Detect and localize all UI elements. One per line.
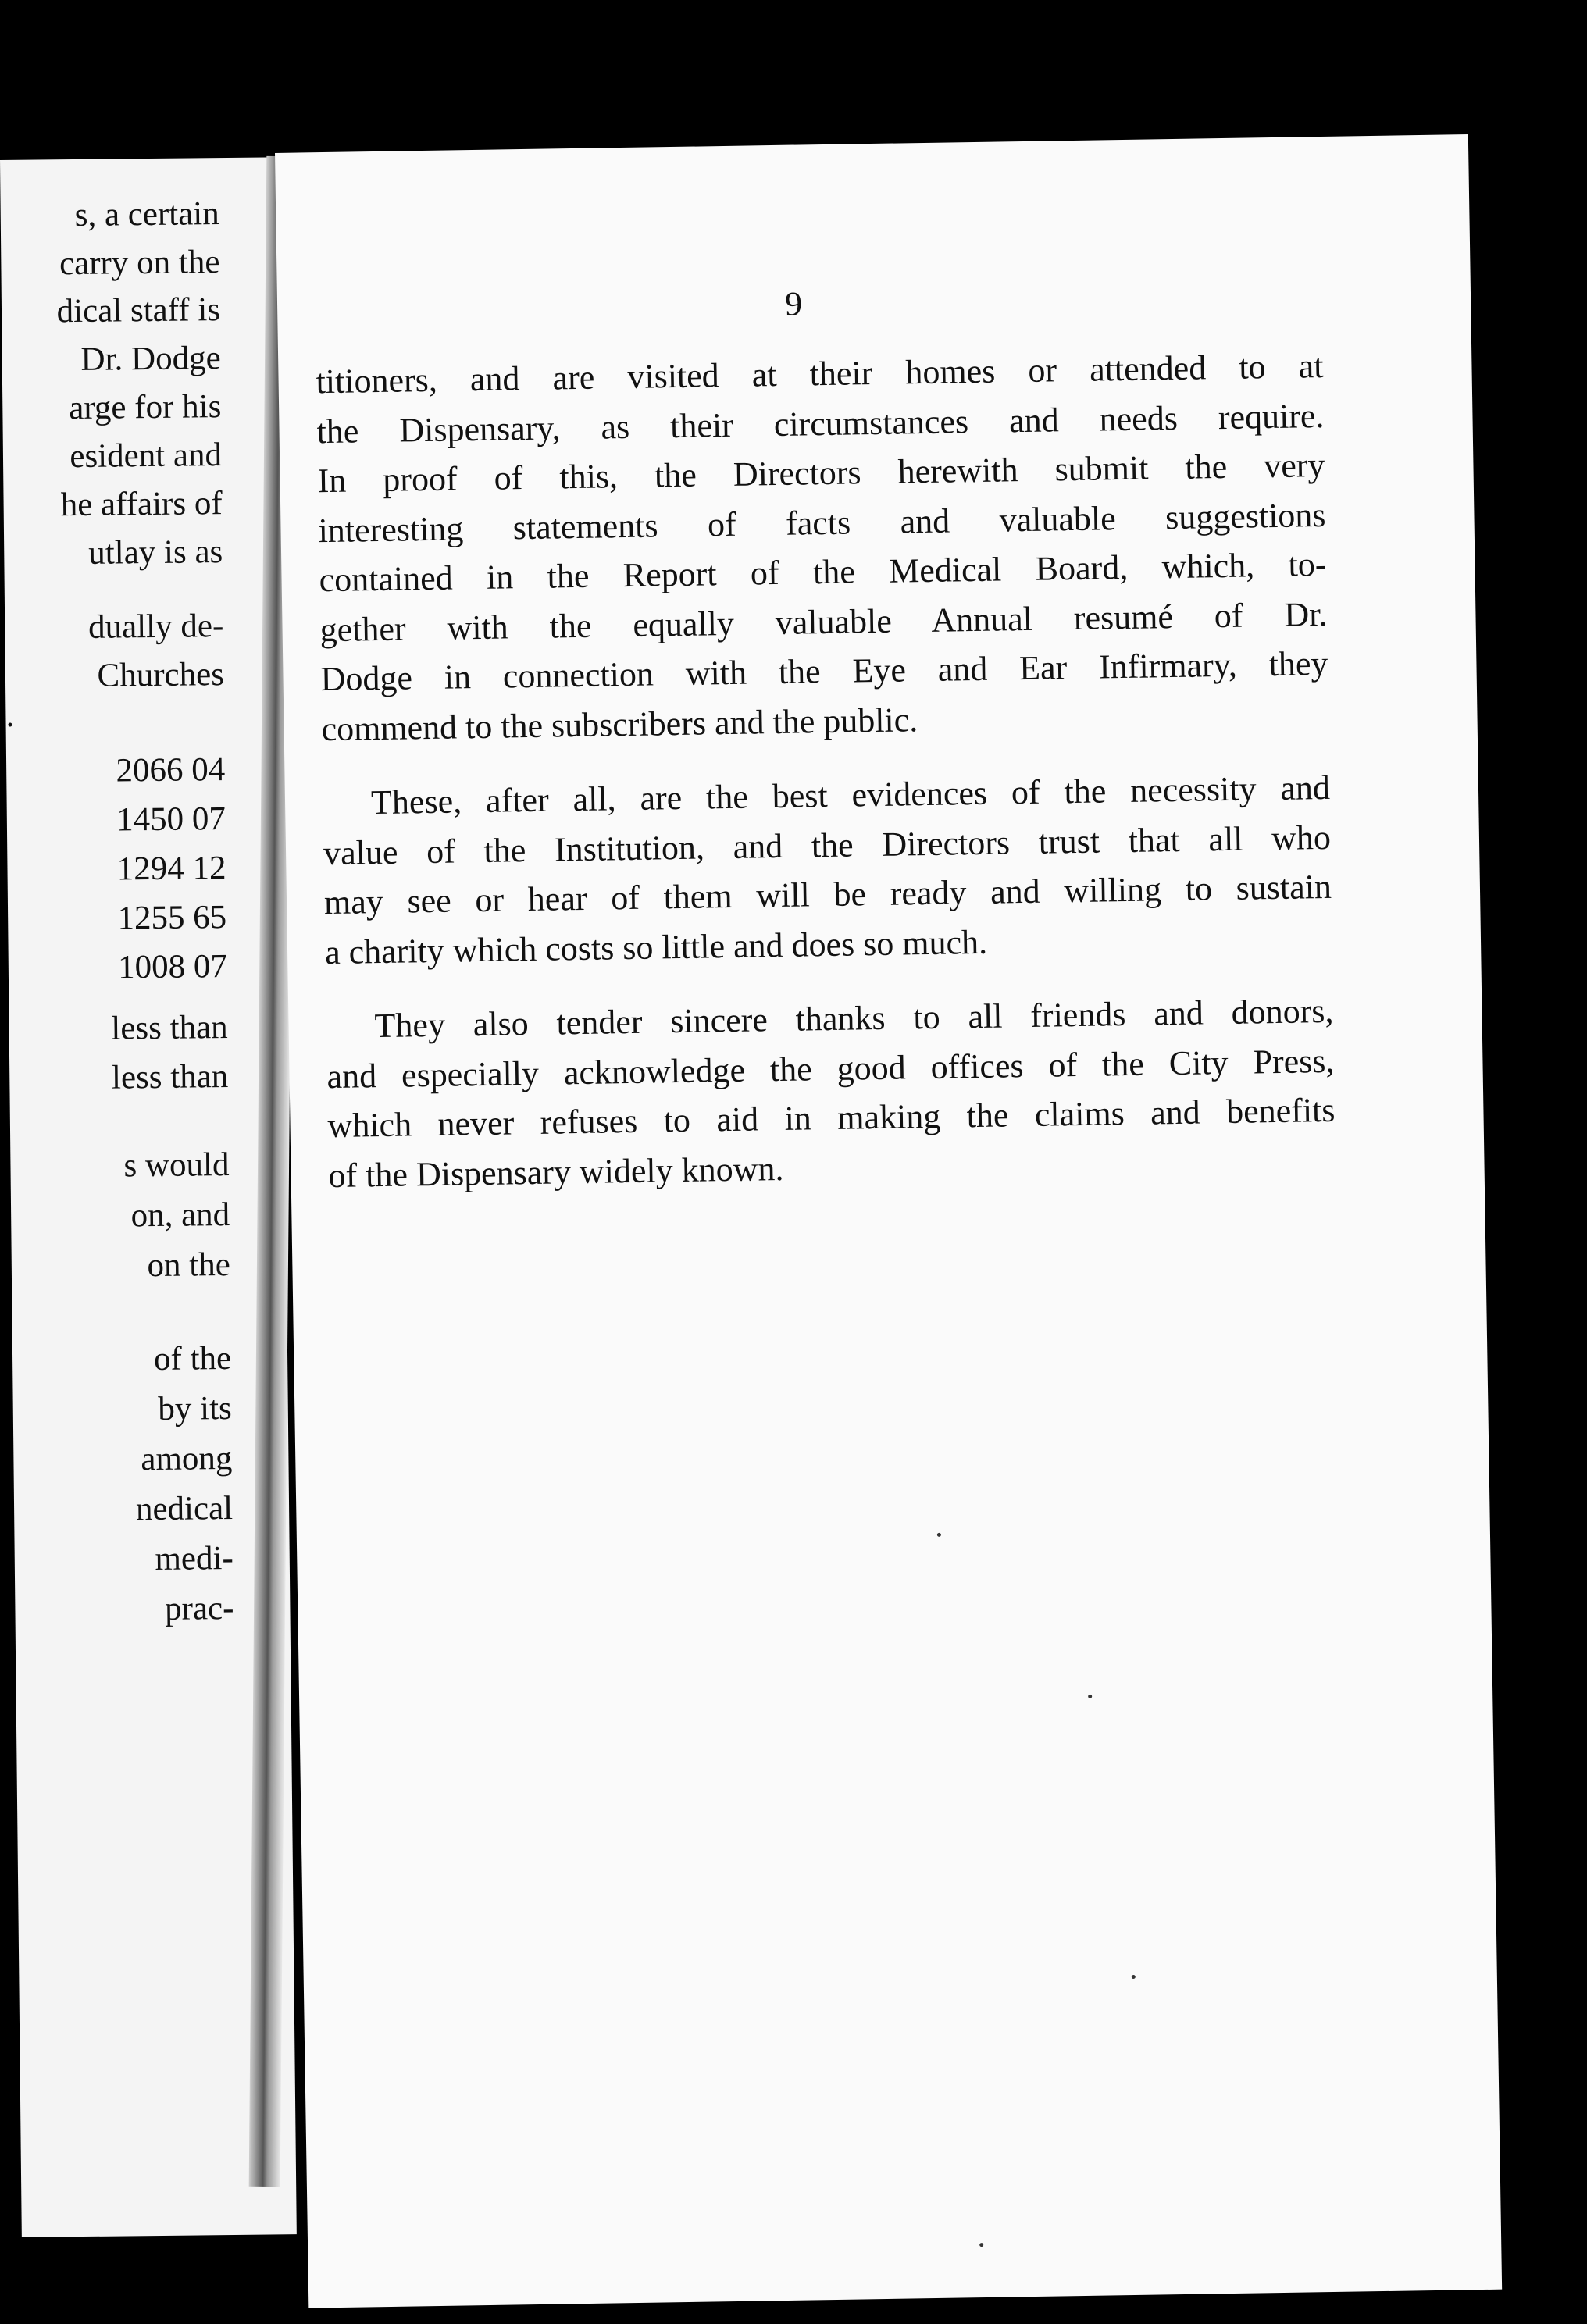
left-page-line: medi- (155, 1539, 234, 1578)
left-page-line: Dr. Dodge (80, 340, 221, 378)
left-page-line: by its (158, 1389, 233, 1428)
right-page (275, 134, 1502, 2308)
left-page-line: dually de- (87, 608, 224, 646)
paper-speck (1132, 1975, 1136, 1979)
left-page-line: 2066 04 (116, 751, 226, 790)
text-line: which never refuses to aid in making the claims and benefits (327, 1090, 1336, 1146)
text-line: a charity which costs so little and does so much. (324, 922, 988, 971)
text-line: the Dispensary, as their circumstances and needs require. (316, 396, 1325, 451)
text-line: Dodge in connection with the Eye and Ear Infirmary, they (320, 643, 1328, 699)
text-line: These, after all, are the best evidences of the necessity and (370, 768, 1331, 822)
page-number: 9 (784, 284, 803, 323)
text-line: titioners, and are visited at their homes or attended to at (316, 346, 1324, 401)
text-line: may see or hear of them will be ready and willing to sustain (323, 867, 1332, 922)
left-page-line: dical staff is (56, 291, 221, 330)
left-page-line: 1008 07 (117, 948, 228, 986)
left-page-line: less than (111, 1009, 228, 1047)
paper-speck (937, 1533, 941, 1537)
text-line: value of the Institution, and the Directors trust that all who (323, 818, 1332, 872)
text-line: They also tender sincere thanks to all friends and donors, (374, 991, 1334, 1046)
left-page-line: Churches (97, 656, 225, 694)
left-page-line: less than (111, 1058, 229, 1096)
left-page-line: s, a certain (74, 195, 219, 234)
left-page-line: he affairs of (60, 485, 223, 524)
left-page-line: . (5, 697, 15, 734)
left-page-line: prac- (164, 1589, 234, 1627)
left-page-line: utlay is as (88, 533, 223, 572)
left-page-line: 1450 07 (116, 800, 226, 839)
paragraph-1 (316, 341, 1329, 754)
left-page-line: esident and (70, 437, 223, 476)
paper-speck (1088, 1695, 1092, 1698)
text-line: commend to the subscribers and the public. (321, 700, 918, 748)
text-line: contained in the Report of the Medical Board, which, to- (319, 544, 1327, 600)
left-page-line: s would (123, 1146, 230, 1185)
paragraph-3 (326, 986, 1336, 1200)
text-line: interesting statements of facts and valuable suggestions (318, 495, 1326, 550)
text-line: of the Dispensary widely known. (328, 1149, 784, 1195)
left-page-line: 1255 65 (117, 899, 227, 937)
left-page-line: arge for his (69, 388, 222, 427)
body-text (316, 341, 1336, 1200)
left-page-line: on, and (130, 1196, 230, 1235)
paragraph-2 (323, 763, 1333, 977)
text-line: gether with the equally valuable Annual resumé of Dr. (319, 594, 1328, 649)
paper-speck (979, 2243, 983, 2247)
left-page-line: of the (153, 1339, 232, 1378)
left-page-line: 1294 12 (116, 850, 226, 888)
left-page-line: carry on the (59, 244, 220, 283)
text-line: and especially acknowledge the good offices of the City Press, (326, 1041, 1335, 1096)
left-page-line: among (141, 1439, 233, 1478)
left-page-line: on the (147, 1246, 231, 1285)
left-page-line: nedical (135, 1489, 234, 1528)
text-line: In proof of this, the Directors herewith submit the very (317, 445, 1325, 501)
